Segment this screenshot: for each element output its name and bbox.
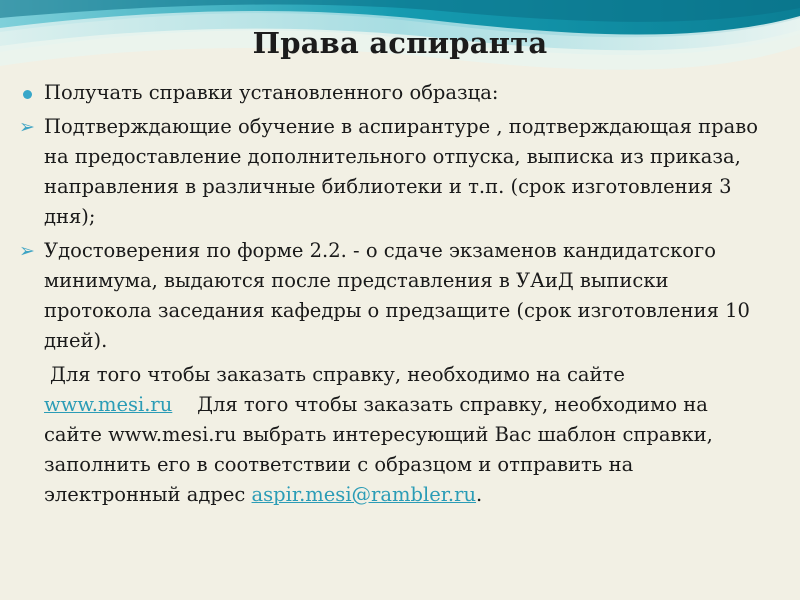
email-link[interactable]: aspir.mesi@rambler.ru <box>251 483 477 506</box>
list-item-text: Удостоверения по форме 2.2. - о сдаче экзаменов кандидатского минимума, выдаются после представления в УАиД выписки протокола заседания кафедры о предзащите (срок изготовления 10 дней). <box>44 239 750 352</box>
page-title: Права аспиранта <box>252 26 548 60</box>
note-tail: . <box>476 483 483 506</box>
content-body <box>0 78 800 510</box>
dot-bullet-icon <box>14 78 40 108</box>
intro-line <box>0 78 800 108</box>
arrow-bullet-icon: ➢ <box>19 240 35 262</box>
note-body-text: Для того чтобы заказать справку, необходимо на сайте www.mesi.ru выбрать интересующий Вас шаблон справки, заполнить его в соответствии с образцом и отправить на электронный адрес <box>44 393 713 506</box>
site-link[interactable]: www.mesi.ru <box>44 393 173 416</box>
order-note <box>0 360 800 510</box>
list-item-text: Подтверждающие обучение в аспирантуре , подтверждающая право на предоставление дополнительного отпуска, выписка из приказа, направления в различные библиотеки и т.п. (срок изготовления 3 дня); <box>44 115 758 228</box>
intro-text: Получать справки установленного образца: <box>44 81 499 104</box>
note-lead-text: Для того чтобы заказать справку, необходимо на сайте <box>50 363 625 386</box>
list-item <box>0 112 800 232</box>
list-item <box>0 236 800 356</box>
arrow-bullet-icon: ➢ <box>19 116 35 138</box>
